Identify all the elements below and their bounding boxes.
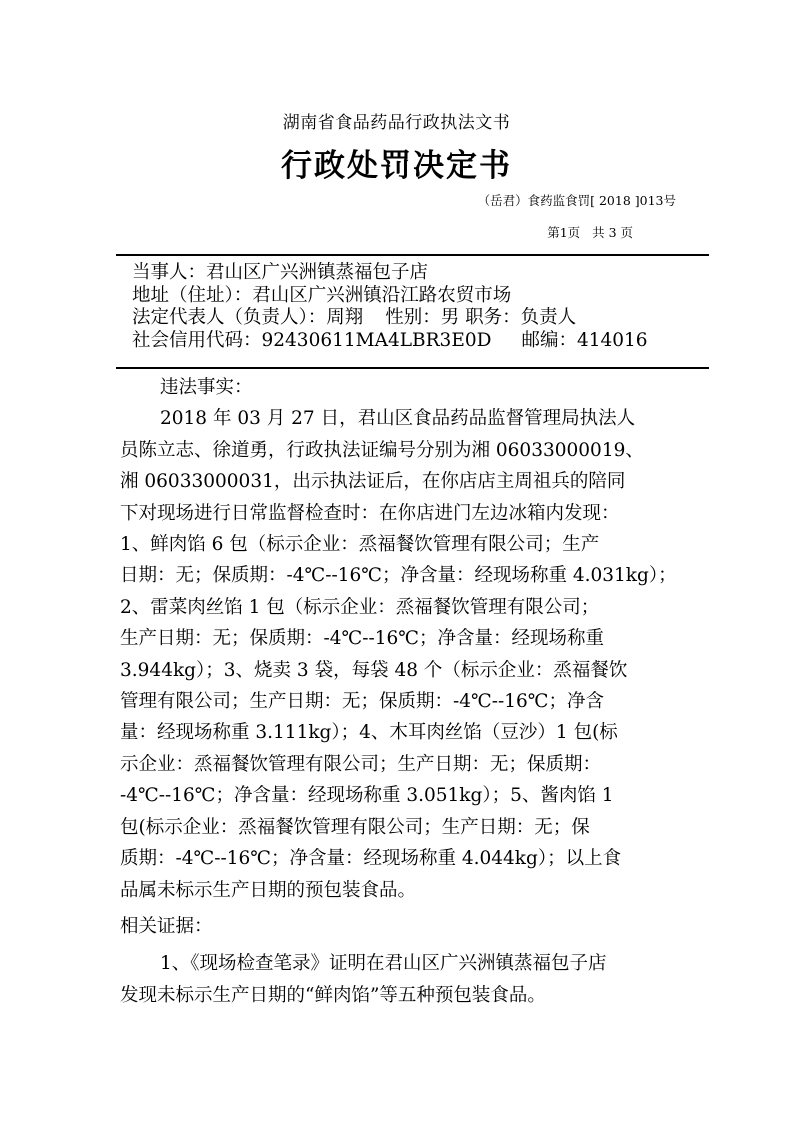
facts-heading: 违法事实： [160, 377, 253, 398]
evidence-paragraph [120, 948, 690, 1011]
facts-line: 示企业：烝福餐饮管理有限公司；生产日期：无；保质期： [120, 753, 602, 775]
facts-line: 下对现场进行日常监督检查时：在你店进门左边冰箱内发现： [120, 502, 620, 524]
document-title: 行政处罚决定书 [281, 148, 512, 184]
party-name: 当事人：君山区广兴洲镇蒸福包子店 [132, 262, 429, 283]
party-credit-code: 社会信用代码：92430611MA4LBR3E0D [132, 329, 492, 351]
facts-line: 质期：-4℃--16℃；净含量：经现场称重 4.044kg）；以上食 [120, 848, 622, 870]
party-info [132, 262, 712, 352]
document-number: （岳君）食药监食罚[ 2018 ]013号 [477, 193, 676, 208]
facts-line: 品属未标示生产日期的预包装食品。 [120, 879, 417, 901]
evidence-line: 1、《现场检查笔录》证明在君山区广兴洲镇蒸福包子店 [160, 953, 607, 975]
party-representative-row [132, 307, 712, 330]
facts-line: 日期：无；保质期：-4℃--16℃；净含量：经现场称重 4.031kg）； [120, 565, 677, 587]
facts-line: 2、雷菜肉丝馅 1 包（标示企业：烝福餐饮管理有限公司； [120, 596, 600, 618]
facts-line: 包(标示企业：烝福餐饮管理有限公司；生产日期：无；保 [120, 816, 590, 838]
page-indicator: 第1页 共 3 页 [547, 225, 633, 240]
evidence-line: 发现未标示生产日期的“鲜肉馅”等五种预包装食品。 [120, 984, 546, 1006]
evidence-heading: 相关证据： [120, 915, 213, 937]
party-representative: 法定代表人（负责人）：周翔 [132, 307, 364, 328]
facts-line: -4℃--16℃；净含量：经现场称重 3.051kg）；5、酱肉馅 1 [120, 785, 614, 807]
bottom-divider [116, 367, 709, 369]
facts-line: 3.944kg）；3、烧卖 3 袋，每袋 48 个（标示企业：烝福餐饮 [120, 659, 628, 681]
issuing-organization: 湖南省食品药品行政执法文书 [282, 113, 511, 133]
facts-paragraph [120, 403, 690, 906]
facts-line: 2018 年 03 月 27 日，君山区食品药品监督管理局执法人 [160, 408, 636, 430]
facts-line: 1、鲜肉馅 6 包（标示企业：烝福餐饮管理有限公司；生产 [120, 534, 600, 556]
decision-body [120, 372, 690, 1011]
top-divider [116, 254, 709, 256]
party-gender: 性别：男 [385, 307, 460, 328]
party-credit-row [132, 330, 712, 353]
facts-line: 湘 06033000031，出示执法证后，在你店店主周祖兵的陪同 [120, 471, 626, 493]
party-position: 职务：负责人 [465, 307, 577, 328]
party-postal-code: 邮编：414016 [521, 329, 648, 351]
facts-line: 管理有限公司；生产日期：无；保质期：-4℃--16℃；净含 [120, 691, 604, 713]
facts-line: 生产日期：无；保质期：-4℃--16℃；净含量：经现场称重 [120, 628, 604, 650]
facts-line: 员陈立志、徐道勇，行政执法证编号分别为湘 06033000019、 [120, 439, 644, 461]
facts-line: 量：经现场称重 3.111kg）；4、木耳肉丝馅（豆沙）1 包(标 [120, 722, 618, 744]
party-address: 地址（住址）：君山区广兴洲镇沿江路农贸市场 [132, 284, 512, 306]
